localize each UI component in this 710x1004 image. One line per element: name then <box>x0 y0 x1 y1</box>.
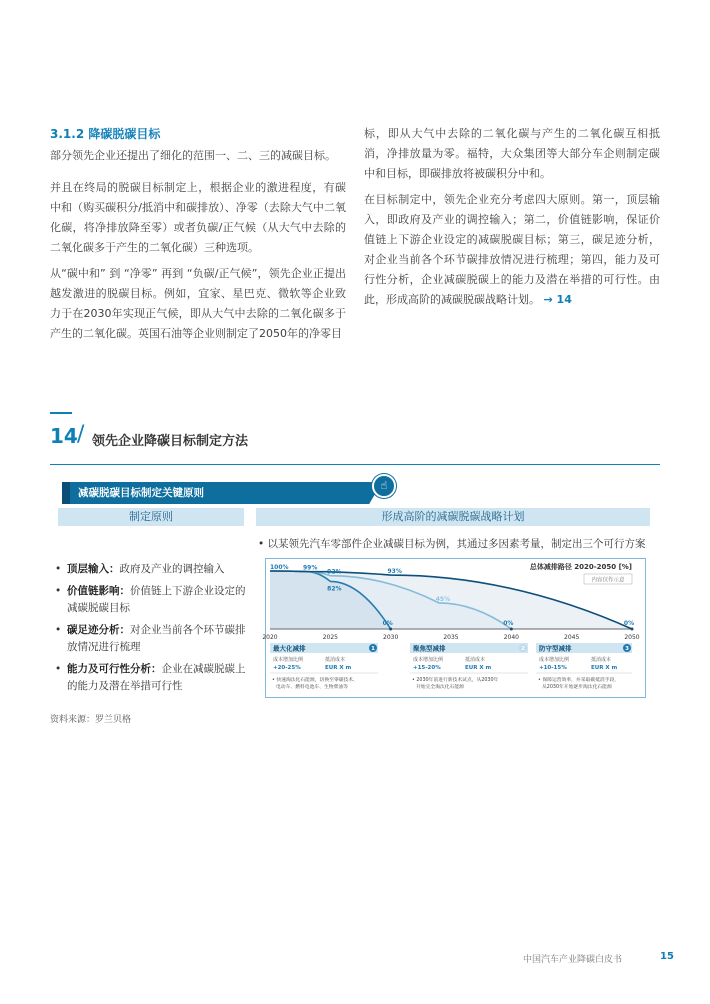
chart-note: 内容仅作示意 <box>591 577 625 584</box>
figure-reference-link[interactable]: → 14 <box>543 293 572 306</box>
column-header-strategy: 形成高阶的减碳脱碳战略计划 <box>256 508 650 526</box>
principle-label: 顶层输入： <box>67 563 120 575</box>
principle-label: 碳足迹分析： <box>67 624 130 636</box>
scenario-desc-line-2: 开始完全淘汰化石能源 <box>416 685 464 690</box>
x-tick-label: 2025 <box>322 634 338 641</box>
scenario-title: 最大化减排 <box>273 644 306 653</box>
data-point <box>631 628 634 631</box>
point-label: 92% <box>327 568 342 576</box>
figure-accent-dash <box>50 412 72 414</box>
point-label: 0% <box>623 620 635 627</box>
figure-slash: / <box>77 422 85 447</box>
data-point <box>389 628 392 631</box>
figure-number: 14 <box>50 424 78 448</box>
x-tick-label: 2045 <box>564 634 580 641</box>
page-number: 15 <box>660 951 674 962</box>
banner-accent-bar <box>62 482 70 504</box>
principle-label: 能力及可行性分析： <box>67 663 162 675</box>
scenario-number: 2 <box>521 646 525 652</box>
scenario-title: 聚焦型减排 <box>413 644 446 653</box>
x-tick-label: 2020 <box>262 634 278 641</box>
case-note: • 以某领先汽车零部件企业减碳目标为例，其通过多因素考量，制定出三个可行方案 <box>258 538 646 550</box>
scenario-number: 3 <box>625 646 629 652</box>
right-paragraph-2: 在目标制定中，领先企业充分考虑四大原则。第一，顶层输入，即政府及产业的调控输入；第二，价值链影响，保证价值链上下游企业设定的减碳脱碳目标；第三，碳足迹分析，对企业当前各个环节碳排放情况进行梳理；第四，能力及可行性分析，企业减碳脱碳上的能力及潜在举措的可行性。由此，形成高阶的减碳脱碳战略计划。 <box>364 193 660 306</box>
banner-label: 减碳脱碳目标制定关键原则 <box>78 487 204 499</box>
cost-label: 成本增加比例 <box>273 657 304 663</box>
principles-list <box>55 561 255 700</box>
figure-title: 领先企业降碳目标制定方法 <box>92 434 249 449</box>
cost-value: +20-25% <box>273 665 301 671</box>
principle-item <box>55 561 255 578</box>
principle-item <box>55 622 255 656</box>
offset-value: EUR X m <box>465 665 492 671</box>
point-label: 100% <box>270 564 289 571</box>
point-label: 0% <box>382 620 393 627</box>
point-label: 99% <box>303 564 318 572</box>
cost-label: 成本增加比例 <box>539 657 570 663</box>
section-heading: 3.1.2 降碳脱碳目标 <box>50 127 161 141</box>
x-tick-label: 2035 <box>443 634 459 641</box>
scenario-desc-line-2: 从2030年开始逐步淘汰化石能源 <box>542 685 612 690</box>
offset-value: EUR X m <box>591 665 618 671</box>
scenario-title: 防守型减排 <box>539 644 572 653</box>
point-label: 82% <box>327 585 342 593</box>
figure-divider <box>50 464 660 465</box>
right-paragraph-2-wrap <box>364 190 660 310</box>
point-label: 0% <box>503 620 514 627</box>
emission-path-svg <box>262 559 647 699</box>
principle-item <box>55 661 255 695</box>
footer-title: 中国汽车产业降碳白皮书 <box>523 955 623 965</box>
principle-text: 价值链上下游企业设定的减碳脱碳目标 <box>67 585 246 614</box>
x-tick-label: 2030 <box>383 634 399 641</box>
x-tick-label: 2050 <box>624 634 640 641</box>
left-paragraph-2: 并且在终局的脱碳目标制定上，根据企业的激进程度，有碳中和（购买碳积分/抵消中和碳排放）、净零（去除大气中二氧化碳，将净排放降至零）或者负碳/正气候（从大气中去除的二氧化碳多于产生的二氧化碳）三种选项。 <box>50 181 346 254</box>
cost-label: 成本增加比例 <box>413 657 444 663</box>
source-note: 资料来源：罗兰贝格 <box>50 715 132 725</box>
principle-text: 对企业当前各个环节碳排放情况进行梳理 <box>67 624 246 653</box>
principle-text: 企业在减碳脱碳上的能力及潜在举措可行性 <box>67 663 246 692</box>
scenario-desc-line-1: • 保障运营效率，并采取碳抵消手段， <box>538 678 620 683</box>
principle-item <box>55 583 255 617</box>
offset-value: EUR X m <box>325 665 352 671</box>
right-paragraph-1: 标，即从大气中去除的二氧化碳与产生的二氧化碳互相抵消，净排放量为零。福特，大众集团等大部分车企则制定碳中和目标，即碳排放将被碳积分中和。 <box>364 127 660 180</box>
scenario-number: 1 <box>371 646 375 652</box>
left-paragraph-1: 部分领先企业还提出了细化的范围一、二、三的减碳目标。 <box>50 149 336 162</box>
data-point <box>510 628 513 631</box>
point-label: 93% <box>387 568 402 576</box>
x-tick-label: 2040 <box>503 634 519 641</box>
offset-label: 抵消成本 <box>465 657 486 663</box>
scenario-desc-line-1: • 2030年前进行新技术试点，从2030年 <box>412 678 499 683</box>
scenario-desc-line-1: • 快速淘汰化石能源，切换至零碳技术、 <box>272 678 358 683</box>
offset-label: 抵消成本 <box>591 657 612 663</box>
cost-value: +15-20% <box>413 665 441 671</box>
hand-pointer-icon: ☝ <box>372 474 396 498</box>
principle-text: 政府及产业的调控输入 <box>119 563 225 575</box>
left-paragraph-3: 从“碳中和” 到 “净零” 再到 “负碳/正气候”，领先企业正提出越发激进的脱碳目标。例如，宜家、星巴克、微软等企业致力于在2030年实现正气候，即从大气中去除的二氧化碳多于产生的二氧化碳。英国石油等企业则制定了2050年的净零目 <box>50 267 346 340</box>
chart-title: 总体减排路径 2020-2050 [%] <box>529 563 632 571</box>
point-label: 45% <box>435 595 451 603</box>
principle-label: 价值链影响： <box>67 585 130 597</box>
offset-label: 抵消成本 <box>325 657 346 663</box>
cost-value: +10-15% <box>539 665 567 671</box>
scenario-desc-line-2: 电动车、燃料电池车、生物柴油等 <box>276 685 348 690</box>
column-header-principles: 制定原则 <box>58 508 244 526</box>
emission-path-chart <box>262 558 646 698</box>
